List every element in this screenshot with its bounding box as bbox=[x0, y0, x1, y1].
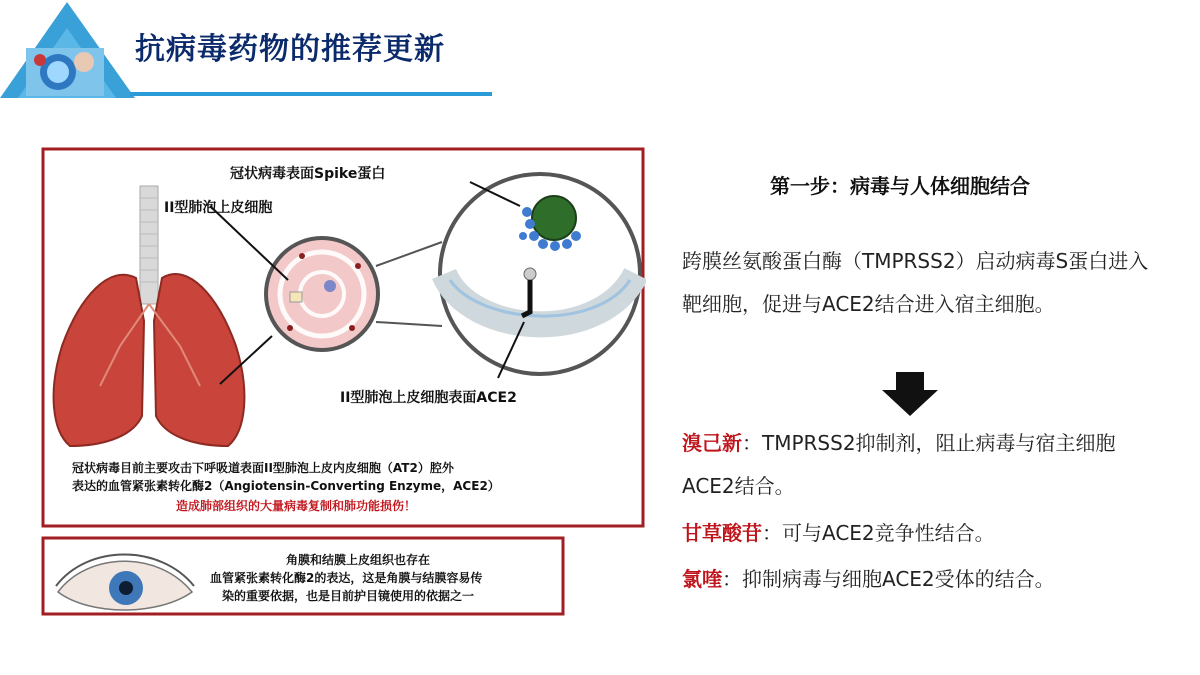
drug-name: 溴己新 bbox=[682, 431, 742, 455]
drug-description: ：可与ACE2竞争性结合。 bbox=[762, 521, 995, 545]
drug-item bbox=[682, 422, 1162, 508]
label-at2-cell: II型肺泡上皮细胞 bbox=[164, 200, 273, 216]
figure-caption-line1: 冠状病毒目前主要攻击下呼吸道表面II型肺泡上皮内皮细胞（AT2）腔外 bbox=[72, 461, 454, 475]
page-title: 抗病毒药物的推荐更新 bbox=[135, 32, 445, 67]
drug-description: ：TMPRSS2抑制剂，阻止病毒与宿主细胞ACE2结合。 bbox=[682, 431, 1116, 498]
title-underline bbox=[130, 92, 492, 96]
title-decoration bbox=[0, 0, 135, 98]
lung-ace2-figure bbox=[40, 146, 646, 618]
drug-item bbox=[682, 558, 1162, 601]
drug-name: 氯喹 bbox=[682, 567, 722, 591]
figure-caption-line2: 表达的血管紧张素转化酶2（Angiotensin-Converting Enzyme，ACE2） bbox=[72, 479, 500, 493]
step-description: 跨膜丝氨酸蛋白酶（TMPRSS2）启动病毒S蛋白进入靶细胞，促进与ACE2结合进入宿主细胞。 bbox=[682, 249, 1149, 316]
label-spike-protein: 冠状病毒表面Spike蛋白 bbox=[230, 166, 386, 182]
drug-description: ：抑制病毒与细胞ACE2受体的结合。 bbox=[722, 567, 1055, 591]
figure-caption-warning: 造成肺部组织的大量病毒复制和肺功能损伤！ bbox=[176, 499, 417, 513]
eye-note-line1: 角膜和结膜上皮组织也存在 bbox=[286, 553, 431, 567]
step-title: 第一步：病毒与人体细胞结合 bbox=[770, 174, 1030, 198]
down-arrow-icon bbox=[882, 372, 938, 416]
eye-note-line2: 血管紧张素转化酶2的表达，这是角膜与结膜容易传 bbox=[210, 571, 483, 585]
drug-name: 甘草酸苷 bbox=[682, 521, 762, 545]
drug-item bbox=[682, 512, 1162, 555]
label-ace2-receptor: II型肺泡上皮细胞表面ACE2 bbox=[340, 390, 517, 406]
eye-note-line3: 染的重要依据，也是目前护目镜使用的依据之一 bbox=[222, 589, 475, 603]
